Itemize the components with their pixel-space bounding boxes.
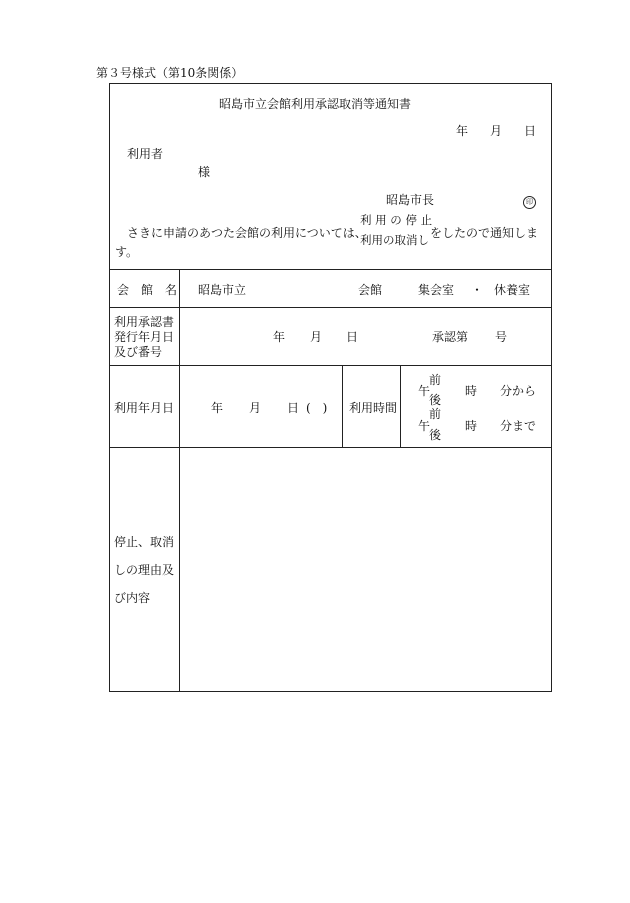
reason-label-3: び内容 [114, 591, 151, 605]
seal-mark [523, 193, 536, 209]
usage-year: 年 [211, 401, 224, 415]
date-day: 日 [524, 124, 537, 138]
hall-name: 会館 [358, 283, 383, 297]
usage-month: 月 [249, 401, 262, 415]
time-end-hour: 時 [465, 419, 478, 433]
form-number-label: 第３号様式（第10条関係） [96, 66, 244, 80]
frame-left [109, 83, 110, 692]
recipient-label: 利用者 [127, 147, 164, 161]
room-meeting: 集会室 [418, 283, 455, 297]
issuer-name: 昭島市長 [386, 193, 435, 207]
document-title: 昭島市立会館利用承認取消等通知書 [218, 97, 411, 111]
time-end-minute: 分まで [500, 419, 537, 433]
hall-label: 会 館 名 [117, 283, 178, 297]
time-start-am: 前 [429, 373, 442, 387]
approval-label-3: 及び番号 [114, 345, 163, 359]
date-month: 月 [490, 124, 503, 138]
frame-top [109, 83, 552, 84]
approval-day: 日 [346, 330, 359, 344]
approval-number-suffix: 号 [495, 330, 508, 344]
frame-right [551, 83, 552, 692]
date-year: 年 [456, 124, 469, 138]
notice-option-stop: 利 用 の 停 止 [360, 213, 433, 227]
notice-prefix: さきに申請のあつた会館の利用については、 [127, 226, 367, 240]
time-start-pm: 後 [429, 393, 442, 407]
usage-time-divider [400, 365, 401, 448]
seal-stamp: 印 [523, 196, 536, 209]
row-divider-usage [109, 365, 552, 366]
reason-content-area[interactable] [180, 448, 551, 691]
approval-month: 月 [310, 330, 323, 344]
time-start-minute: 分から [500, 384, 537, 398]
reason-label-1: 停止、取消 [114, 535, 175, 549]
usage-date-label: 利用年月日 [114, 401, 175, 415]
approval-year: 年 [273, 330, 286, 344]
row-divider-hall [109, 269, 552, 270]
notice-suffix: をしたので通知しま [430, 226, 539, 240]
approval-number-prefix: 承認第 [432, 330, 469, 344]
usage-day: 日 [287, 401, 300, 415]
approval-label-1: 利用承認書 [114, 315, 175, 329]
usage-time-label: 利用時間 [349, 401, 398, 415]
time-start-noon: 午 [418, 384, 431, 398]
hall-prefix: 昭島市立 [198, 283, 247, 297]
reason-label-2: しの理由及 [114, 563, 175, 577]
time-end-pm: 後 [429, 428, 442, 442]
usage-weekday: ( ) [306, 401, 328, 415]
time-end-noon: 午 [418, 419, 431, 433]
time-start-hour: 時 [465, 384, 478, 398]
notice-suffix-wrap: す。 [115, 245, 139, 259]
room-rest: 休養室 [494, 283, 531, 297]
row-divider-approval [109, 307, 552, 308]
time-end-am: 前 [429, 407, 442, 421]
usage-date-divider [342, 365, 343, 448]
notice-option-cancel: 利用の取消し [360, 233, 429, 247]
room-separator: ・ [471, 283, 484, 297]
approval-label-2: 発行年月日 [114, 330, 175, 344]
recipient-honorific: 様 [198, 165, 211, 179]
frame-bottom [109, 691, 552, 692]
